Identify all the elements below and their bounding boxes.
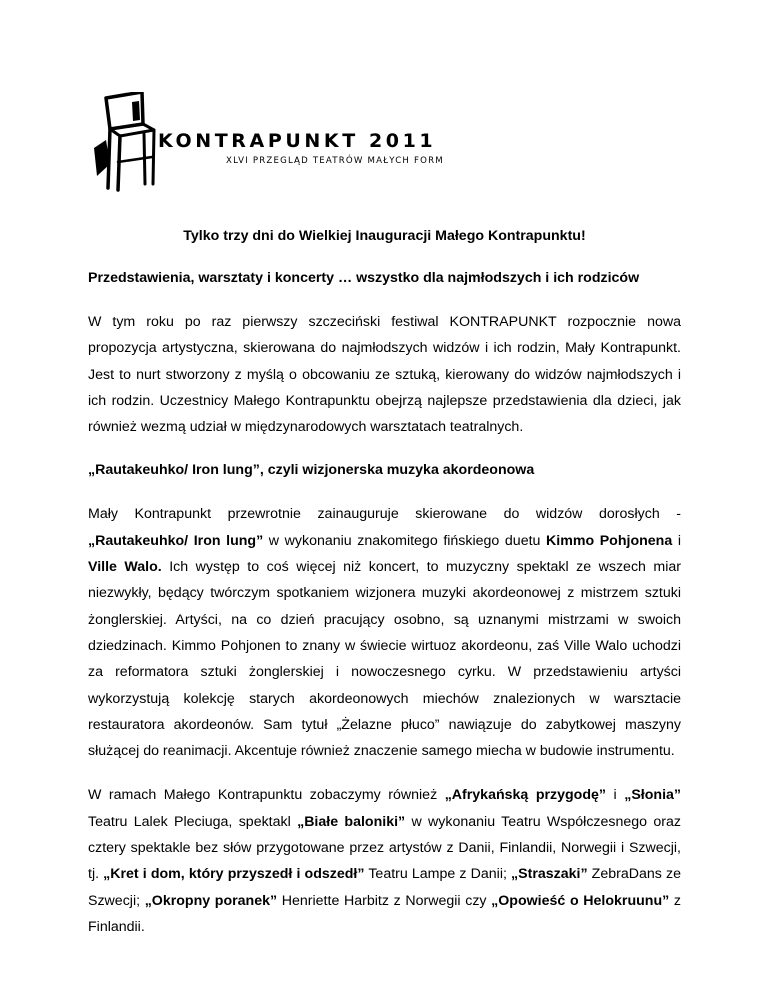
performance-title: „Kret i dom, który przyszedł i odszedł”: [103, 866, 365, 883]
logo-title: KONTRAPUNKT 2011: [158, 130, 437, 152]
intro-paragraph: W tym roku po raz pierwszy szczeciński festiwal KONTRAPUNKT rozpocznie nowa propozycja artystyczna, skierowana do najmłodszych widzów i ich rodzin, Mały Kontrapunkt. Jest to nurt stworzony z myślą o obcowaniu ze sztuką, kierowany do widzów najmłodszych i ich rodzin. Uczestnicy Małego Kontrapunktu obejrzą najlepsze przedstawienia dla dzieci, jak również wezmą udział w międzynarodowych warsztatach teatralnych.: [88, 314, 681, 436]
performance-title: „Okropny poranek”: [144, 892, 278, 909]
article-body: [88, 226, 681, 960]
artist-name: Ville Walo.: [88, 559, 162, 576]
performance-title: „Straszaki”: [511, 866, 588, 883]
performance-title: „Opowieść o Helokruunu”: [491, 892, 670, 909]
program-paragraph: W ramach Małego Kontrapunktu zobaczymy również „Afrykańską przygodę” i „Słonia” Teatru Lalek Pleciuga, spektakl „Białe baloniki” w wykonaniu Teatru Współczesnego oraz cztery spektakle bez słów przygotowane przez artystów z Danii, Finlandii, Norwegii i Szwecji, tj. „Kret i dom, który przyszedł i odszedł” Teatru Lampe z Danii; „Straszaki” ZebraDans ze Szwecji; „Okropny poranek” Henriette Harbitz z Norwegii czy „Opowieść o Helokruunu” z Finlandii.: [88, 787, 682, 935]
concert-paragraph: Mały Kontrapunkt przewrotnie zainauguruje skierowane do widzów dorosłych - „Rautakeuhko/ Iron lung” w wykonaniu znakomitego fińskiego duetu Kimmo Pohjonena i Ville Walo. Ich występ to coś więcej niż koncert, to muzyczny spektakl ze wszech miar niezwykły, będący twórczym spotkaniem wizjonera muzyki akordeonowej z mistrzem sztuki żonglerskiej. Artyści, na co dzień pracujący osobno, są uznanymi mistrzami w swoich dziedzinach. Kimmo Pohjonen to znany w świecie wirtuoz akordeonu, zaś Ville Walo uchodzi za reformatora sztuki żonglerskiej i nowoczesnego cyrku. W przedstawieniu artyści wykorzystują kolekcję starych akordeonowych miechów znalezionych w warsztacie restauratora akordeonów. Sam tytuł „Żelazne płuco” nawiązuje do zabytkowej maszyny służącej do reanimacji. Akcentuje również znaczenie samego miecha w budowie instrumentu.: [88, 506, 682, 760]
performance-title: „Białe baloniki”: [297, 813, 406, 830]
performance-title: „Afrykańską przygodę”: [444, 787, 606, 804]
performance-title: „Słonia”: [624, 787, 681, 804]
article-headline: Tylko trzy dni do Wielkiej Inauguracji Małego Kontrapunktu!: [183, 228, 586, 244]
section-heading: „Rautakeuhko/ Iron lung”, czyli wizjonerska muzyka akordeonowa: [88, 462, 535, 479]
section-heading: Przedstawienia, warsztaty i koncerty … wszystko dla najmłodszych i ich rodziców: [88, 270, 640, 286]
artist-name: Kimmo Pohjonena: [546, 532, 673, 549]
logo-subtitle: XLVI PRZEGLĄD TEATRÓW MAŁYCH FORM: [226, 156, 444, 166]
performance-title: „Rautakeuhko/ Iron lung”: [88, 532, 264, 549]
